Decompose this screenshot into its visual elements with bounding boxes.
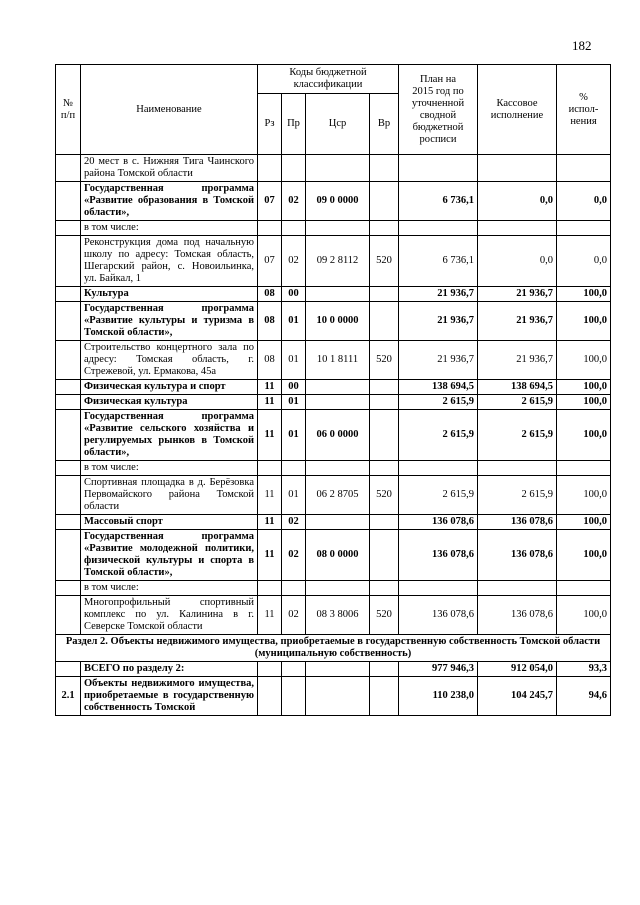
cell-plan: 6 736,1 xyxy=(399,182,478,221)
section-2-title: Раздел 2. Объекты недвижимого имущества, приобретаемые в государственную собственность Томской области (муниципальную собственность) xyxy=(56,635,611,662)
table-row xyxy=(56,410,611,461)
cell-plan: 138 694,5 xyxy=(399,380,478,395)
cell-cash xyxy=(478,155,557,182)
cell-pct: 100,0 xyxy=(557,530,611,581)
cell-cash: 136 078,6 xyxy=(478,530,557,581)
cell-num xyxy=(56,515,81,530)
cell-pr: 01 xyxy=(282,476,306,515)
table-row xyxy=(56,341,611,380)
cell-vr: 520 xyxy=(370,341,399,380)
cell-rz: 08 xyxy=(258,341,282,380)
cell-csr xyxy=(306,287,370,302)
cell-cash: 2 615,9 xyxy=(478,395,557,410)
cell-vr xyxy=(370,461,399,476)
cell-plan: 2 615,9 xyxy=(399,476,478,515)
cell-vr: 520 xyxy=(370,476,399,515)
table-row xyxy=(56,461,611,476)
cell-num xyxy=(56,581,81,596)
cell-name: Спортивная площадка в д. Берёзовка Первомайского района Томской области xyxy=(81,476,258,515)
cell-plan: 2 615,9 xyxy=(399,395,478,410)
cell-num xyxy=(56,236,81,287)
total-row xyxy=(56,662,611,677)
cell-vr xyxy=(370,302,399,341)
cell-pct: 100,0 xyxy=(557,341,611,380)
section-2-title-row xyxy=(56,635,611,662)
cell-pct xyxy=(557,155,611,182)
cell-csr: 06 0 0000 xyxy=(306,410,370,461)
table-row xyxy=(56,380,611,395)
cell-pr: 02 xyxy=(282,182,306,221)
cell-pr: 02 xyxy=(282,530,306,581)
cell-pr xyxy=(282,221,306,236)
cell-plan: 6 736,1 xyxy=(399,236,478,287)
cell-rz: 07 xyxy=(258,182,282,221)
cell-num xyxy=(56,596,81,635)
cell-pr: 02 xyxy=(282,596,306,635)
header-pr: Пр xyxy=(282,94,306,155)
cell-vr xyxy=(370,380,399,395)
cell-num xyxy=(56,395,81,410)
cell-name: 20 мест в с. Нижняя Тига Чаинского района Томской области xyxy=(81,155,258,182)
cell-num xyxy=(56,476,81,515)
cell-pr: 01 xyxy=(282,341,306,380)
table-row xyxy=(56,530,611,581)
cell-plan xyxy=(399,581,478,596)
cell-plan: 2 615,9 xyxy=(399,410,478,461)
cell-rz: 11 xyxy=(258,380,282,395)
cell-num xyxy=(56,341,81,380)
table-row xyxy=(56,581,611,596)
cell-cash: 21 936,7 xyxy=(478,341,557,380)
cell-pr: 01 xyxy=(282,410,306,461)
header-csr: Цср xyxy=(306,94,370,155)
cell-csr: 08 3 8006 xyxy=(306,596,370,635)
cell-cash: 21 936,7 xyxy=(478,302,557,341)
row-2-1 xyxy=(56,677,611,716)
cell-csr: 09 0 0000 xyxy=(306,182,370,221)
cell-pr: 00 xyxy=(282,380,306,395)
cell-pr: 02 xyxy=(282,236,306,287)
cell-name: Физическая культура и спорт xyxy=(81,380,258,395)
cell-vr xyxy=(370,410,399,461)
cell-cash: 0,0 xyxy=(478,236,557,287)
row-2-1-pct: 94,6 xyxy=(557,677,611,716)
page-number: 182 xyxy=(572,38,592,53)
header-cash: Кассовое исполнение xyxy=(478,65,557,155)
cell-plan xyxy=(399,221,478,236)
cell-name: Многопрофильный спортивный комплекс по ул. Калинина в г. Северске Томской области xyxy=(81,596,258,635)
cell-name: в том числе: xyxy=(81,461,258,476)
header-num: № п/п xyxy=(56,65,81,155)
cell-name: Массовый спорт xyxy=(81,515,258,530)
cell-csr xyxy=(306,461,370,476)
cell-name: в том числе: xyxy=(81,221,258,236)
cell-num xyxy=(56,410,81,461)
cell-name: в том числе: xyxy=(81,581,258,596)
cell-cash xyxy=(478,461,557,476)
cell-cash: 21 936,7 xyxy=(478,287,557,302)
cell-plan: 136 078,6 xyxy=(399,596,478,635)
cell-csr xyxy=(306,581,370,596)
table-row xyxy=(56,476,611,515)
cell-name: Реконструкция дома под начальную школу по адресу: Томская область, Шегарский район, с. Новоильинка, ул. Байкал, 1 xyxy=(81,236,258,287)
cell-cash: 138 694,5 xyxy=(478,380,557,395)
cell-cash: 0,0 xyxy=(478,182,557,221)
cell-rz: 07 xyxy=(258,236,282,287)
cell-pr xyxy=(282,155,306,182)
cell-vr xyxy=(370,395,399,410)
header-vr: Вр xyxy=(370,94,399,155)
cell-name: Строительство концертного зала по адресу: Томская область, г. Стрежевой, ул. Ермакова, 45а xyxy=(81,341,258,380)
cell-pct xyxy=(557,581,611,596)
cell-pr xyxy=(282,461,306,476)
row-2-1-cash: 104 245,7 xyxy=(478,677,557,716)
cell-rz: 11 xyxy=(258,515,282,530)
table-row xyxy=(56,395,611,410)
cell-num xyxy=(56,380,81,395)
cell-pct: 100,0 xyxy=(557,410,611,461)
cell-csr xyxy=(306,515,370,530)
header-codes-group: Коды бюджетной классификации xyxy=(258,65,399,94)
row-2-1-plan: 110 238,0 xyxy=(399,677,478,716)
cell-pr xyxy=(282,581,306,596)
total-pct: 93,3 xyxy=(557,662,611,677)
cell-rz: 11 xyxy=(258,395,282,410)
cell-cash: 2 615,9 xyxy=(478,476,557,515)
cell-name: Государственная программа «Развитие образования в Томской области», xyxy=(81,182,258,221)
header-row-1 xyxy=(56,65,611,94)
cell-cash: 136 078,6 xyxy=(478,596,557,635)
cell-vr xyxy=(370,182,399,221)
cell-csr: 08 0 0000 xyxy=(306,530,370,581)
cell-name: Государственная программа «Развитие сельского хозяйства и регулируемых рынков в Томской области», xyxy=(81,410,258,461)
cell-pct: 100,0 xyxy=(557,287,611,302)
cell-vr xyxy=(370,155,399,182)
cell-name: Культура xyxy=(81,287,258,302)
cell-pct: 100,0 xyxy=(557,515,611,530)
cell-rz xyxy=(258,461,282,476)
cell-csr: 09 2 8112 xyxy=(306,236,370,287)
cell-rz: 08 xyxy=(258,287,282,302)
cell-pct: 0,0 xyxy=(557,236,611,287)
cell-vr: 520 xyxy=(370,236,399,287)
total-name: ВСЕГО по разделу 2: xyxy=(81,662,258,677)
cell-vr xyxy=(370,581,399,596)
cell-csr xyxy=(306,380,370,395)
cell-pct xyxy=(557,221,611,236)
cell-pct: 100,0 xyxy=(557,476,611,515)
cell-rz xyxy=(258,221,282,236)
cell-cash: 2 615,9 xyxy=(478,410,557,461)
cell-plan xyxy=(399,155,478,182)
total-cash: 912 054,0 xyxy=(478,662,557,677)
cell-pct: 100,0 xyxy=(557,302,611,341)
row-2-1-num: 2.1 xyxy=(56,677,81,716)
table-body xyxy=(56,155,611,635)
cell-plan: 136 078,6 xyxy=(399,515,478,530)
cell-csr: 10 1 8111 xyxy=(306,341,370,380)
cell-num xyxy=(56,182,81,221)
cell-num xyxy=(56,287,81,302)
header-plan: План на 2015 год по уточненной сводной бюджетной росписи xyxy=(399,65,478,155)
budget-table xyxy=(55,64,611,716)
table-row xyxy=(56,182,611,221)
cell-num xyxy=(56,461,81,476)
cell-csr: 06 2 8705 xyxy=(306,476,370,515)
table-row xyxy=(56,596,611,635)
cell-plan xyxy=(399,461,478,476)
cell-plan: 136 078,6 xyxy=(399,530,478,581)
cell-rz: 11 xyxy=(258,596,282,635)
cell-rz: 11 xyxy=(258,476,282,515)
cell-rz: 08 xyxy=(258,302,282,341)
table-row xyxy=(56,515,611,530)
cell-csr xyxy=(306,395,370,410)
cell-pct: 100,0 xyxy=(557,596,611,635)
cell-rz: 11 xyxy=(258,410,282,461)
cell-pct: 0,0 xyxy=(557,182,611,221)
cell-vr: 520 xyxy=(370,596,399,635)
cell-name: Физическая культура xyxy=(81,395,258,410)
cell-pct: 100,0 xyxy=(557,395,611,410)
cell-num xyxy=(56,155,81,182)
cell-cash xyxy=(478,221,557,236)
cell-cash xyxy=(478,581,557,596)
cell-cash: 136 078,6 xyxy=(478,515,557,530)
cell-csr xyxy=(306,221,370,236)
header-percent: % испол- нения xyxy=(557,65,611,155)
header-rz: Рз xyxy=(258,94,282,155)
cell-vr xyxy=(370,530,399,581)
cell-vr xyxy=(370,287,399,302)
cell-name: Государственная программа «Развитие молодежной политики, физической культуры и спорта в Томской области», xyxy=(81,530,258,581)
table-row xyxy=(56,302,611,341)
cell-pr: 01 xyxy=(282,302,306,341)
cell-num xyxy=(56,530,81,581)
cell-pr: 01 xyxy=(282,395,306,410)
cell-plan: 21 936,7 xyxy=(399,341,478,380)
table-row xyxy=(56,287,611,302)
total-plan: 977 946,3 xyxy=(399,662,478,677)
row-2-1-name: Объекты недвижимого имущества, приобретаемые в государственную собственность Томской xyxy=(81,677,258,716)
header-name: Наименование xyxy=(81,65,258,155)
cell-vr xyxy=(370,221,399,236)
cell-csr: 10 0 0000 xyxy=(306,302,370,341)
cell-vr xyxy=(370,515,399,530)
cell-name: Государственная программа «Развитие культуры и туризма в Томской области», xyxy=(81,302,258,341)
cell-pr: 00 xyxy=(282,287,306,302)
cell-rz: 11 xyxy=(258,530,282,581)
cell-pct xyxy=(557,461,611,476)
table-row xyxy=(56,236,611,287)
table-row xyxy=(56,155,611,182)
cell-rz xyxy=(258,155,282,182)
cell-num xyxy=(56,302,81,341)
cell-plan: 21 936,7 xyxy=(399,302,478,341)
cell-pct: 100,0 xyxy=(557,380,611,395)
cell-csr xyxy=(306,155,370,182)
cell-num xyxy=(56,221,81,236)
cell-plan: 21 936,7 xyxy=(399,287,478,302)
table-row xyxy=(56,221,611,236)
cell-rz xyxy=(258,581,282,596)
cell-pr: 02 xyxy=(282,515,306,530)
total-num xyxy=(56,662,81,677)
